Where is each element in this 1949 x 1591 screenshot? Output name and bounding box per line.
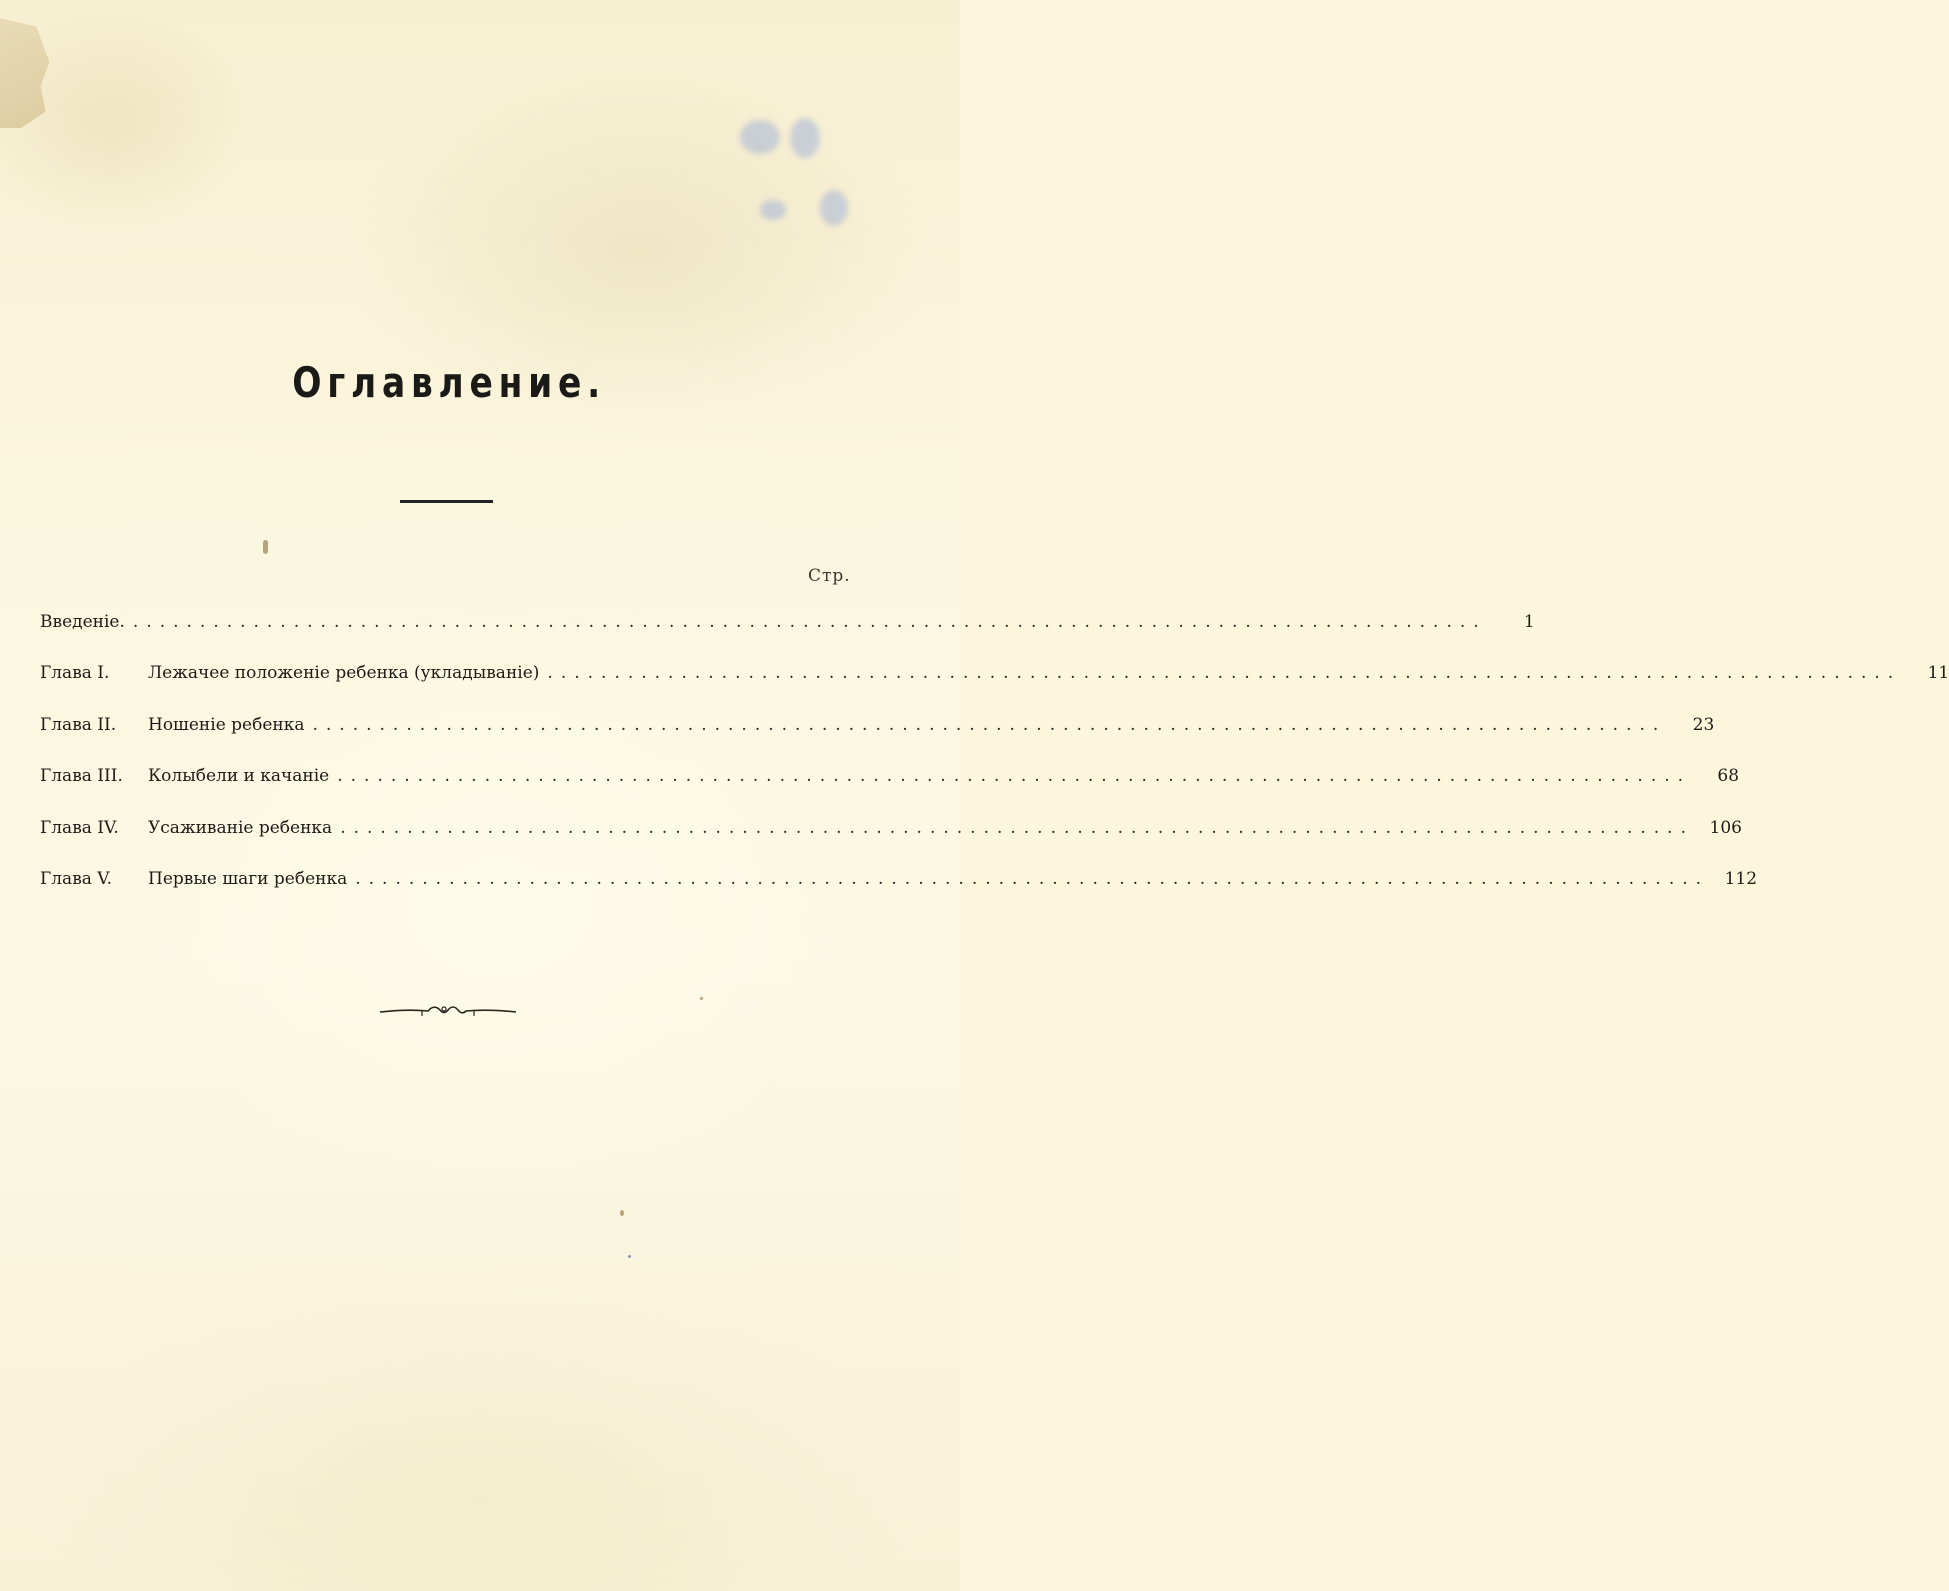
paper-speck: [620, 1210, 624, 1216]
toc-entry: [40, 817, 1742, 869]
toc-chapter-label: Глава II.: [40, 714, 117, 735]
toc-entry: [40, 868, 1758, 920]
paper-speck: [263, 540, 268, 554]
toc-page-number: 1: [1523, 612, 1535, 632]
dot-leader: .....................................................................................................: [132, 612, 1487, 632]
page-title: Оглавление.: [292, 358, 606, 407]
ink-stain: [760, 200, 786, 220]
ink-stain: [820, 190, 848, 226]
toc-chapter-label: Глава IV.: [40, 817, 119, 838]
toc-entry-title: Колыбели и качаніе: [148, 766, 330, 787]
dot-leader: .....................................................................................................: [337, 766, 1692, 787]
toc-chapter-label: Глава III.: [40, 766, 123, 787]
toc-page-number: 23: [1692, 714, 1715, 735]
page-column-header: Стр.: [808, 566, 851, 586]
toc-entry: [40, 612, 1535, 663]
dot-leader: .....................................................................................................: [340, 817, 1694, 838]
ink-stain: [740, 120, 780, 154]
toc-entry: [40, 766, 1740, 817]
dot-leader: .....................................................................................................: [312, 714, 1667, 735]
toc-page-number: 11: [1927, 663, 1949, 684]
toc-entry-title: Первые шаги ребенка: [148, 868, 348, 889]
dot-leader: .....................................................................................................: [547, 663, 1902, 684]
ink-stain: [790, 118, 820, 158]
toc-page-number: 68: [1717, 766, 1740, 787]
toc-entry: [40, 714, 1715, 766]
toc-entry-title: Усаживаніе ребенка: [148, 817, 333, 838]
toc-entry-title: Ношеніе ребенка: [148, 714, 305, 735]
toc-page-number: 106: [1709, 817, 1742, 838]
toc-chapter-label: Глава V.: [40, 868, 113, 889]
paper-speck: [700, 997, 703, 1000]
table-of-contents: [40, 612, 1949, 920]
toc-entry: [40, 663, 1949, 714]
toc-entry-title: Введеніе.: [40, 612, 125, 632]
title-rule: [400, 500, 493, 503]
ornament-divider: [378, 1000, 518, 1022]
toc-entry-title: Лежачее положеніе ребенка (укладываніе): [148, 663, 540, 684]
torn-corner: [0, 18, 52, 128]
toc-page-number: 112: [1724, 868, 1758, 889]
dot-leader: .....................................................................................................: [355, 868, 1710, 889]
toc-chapter-label: Глава I.: [40, 663, 110, 684]
paper-speck: [628, 1255, 631, 1258]
